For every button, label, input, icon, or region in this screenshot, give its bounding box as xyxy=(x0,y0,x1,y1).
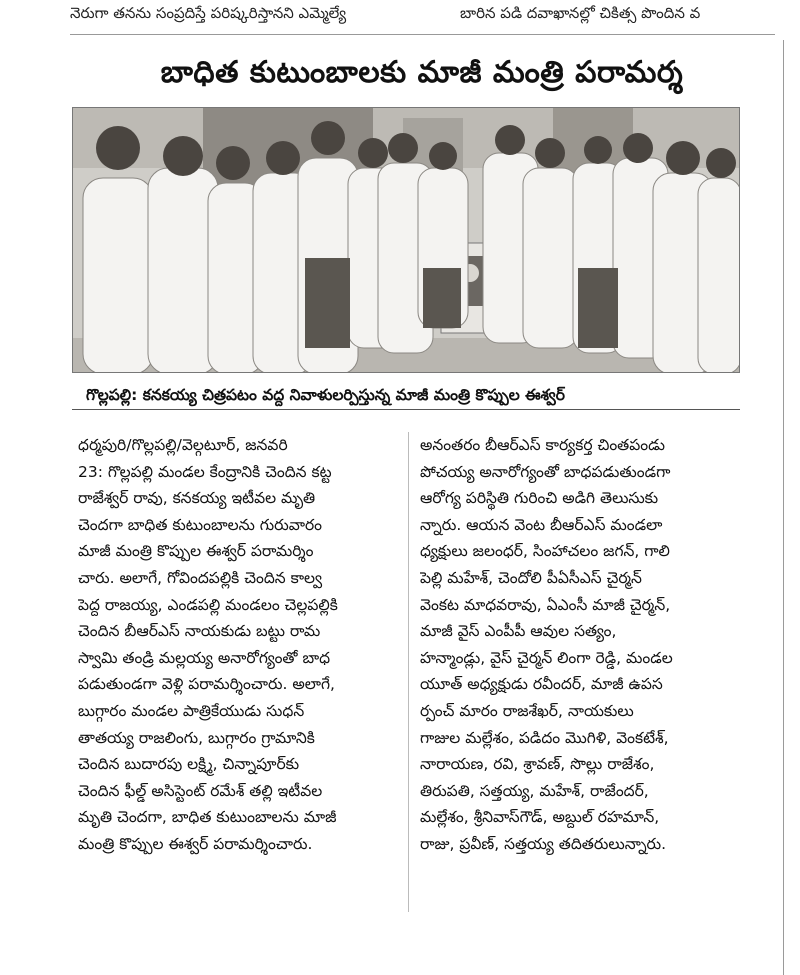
article-line: పెల్లి మహేశ్, చెందోలి పీఏసీఎస్ చైర్మన్ xyxy=(420,568,642,587)
headline: బాధిత కుటుంబాలకు మాజీ మంత్రి పరామర్శ xyxy=(160,55,684,90)
article-line: చారు. అలాగే, గోవిందపల్లికి చెందిన కాల్వ xyxy=(78,568,323,587)
article-column-1 xyxy=(78,432,408,858)
top-divider xyxy=(70,34,775,35)
article-line: మాజీ మంత్రి కొప్పుల ఈశ్వర్ పరామర్శిం xyxy=(78,542,314,561)
article-line: మృతి చెందగా, బాధిత కుటుంబాలను మాజీ xyxy=(78,808,337,827)
right-column-rule xyxy=(783,40,784,975)
article-line: ర్పంచ్ మారం రాజశేఖర్, నాయకులు xyxy=(420,701,634,720)
article-line: మాజీ వైస్ ఎంపీపీ ఆవుల సత్యం, xyxy=(420,622,617,641)
article-line: నారాయణ, రవి, శ్రావణ్, సొల్లు రాజేశం, xyxy=(420,755,655,774)
article-column-2 xyxy=(420,432,750,858)
article-line: బుగ్గారం మండల పాత్రికేయుడు సుధన్ xyxy=(78,701,305,720)
column-divider xyxy=(408,432,409,912)
article-line: పెద్ద రాజయ్య, ఎండపల్లి మండలం చెల్లపల్లికి xyxy=(78,595,338,614)
article-line: చెందగా బాధిత కుటుంబాలను గురువారం xyxy=(78,515,322,534)
article-line: 23: గొల్లపల్లి మండల కేంద్రానికి చెందిన కట్ట xyxy=(78,462,332,481)
news-photo xyxy=(72,107,740,373)
article-line: రాజేశ్వర్ రావు, కనకయ్య ఇటీవల మృతి xyxy=(78,489,316,508)
article-line: రాజు, ప్రవీణ్, సత్తయ్య తదితరులున్నారు. xyxy=(420,834,667,853)
article-line: హన్మాండ్లు, వైస్ చైర్మన్ లింగా రెడ్డి, మండల xyxy=(420,648,673,667)
article-line: యూత్ అధ్యక్షుడు రవీందర్, మాజీ ఉపస xyxy=(420,675,663,694)
article-line: చెందిన ఫీల్డ్ అసిస్టెంట్ రమేశ్ తల్లి ఇటీవల xyxy=(78,781,323,800)
article-line: తిరుపతి, సత్తయ్య, మహేశ్, రాజేందర్, xyxy=(420,781,649,800)
article-line: అనంతరం బీఆర్ఎస్ కార్యకర్త చింతపండు xyxy=(420,436,665,454)
group-photo-icon xyxy=(73,108,740,373)
article-line: చెందిన బీఆర్ఎస్ నాయకుడు బట్టు రామ xyxy=(78,622,321,641)
top-strip-right-text: బారిన పడి దవాఖానల్లో చికిత్స పొందిన వ xyxy=(460,4,701,22)
article-line: వెంకట మాధవరావు, ఏఎంసీ మాజీ చైర్మన్, xyxy=(420,595,671,614)
article-line: న్నారు. ఆయన వెంట బీఆర్ఎస్ మండలా xyxy=(420,515,663,534)
article-line: మంత్రి కొప్పుల ఈశ్వర్ పరామర్శించారు. xyxy=(78,834,313,853)
article-line: ఆరోగ్య పరిస్థితి గురించి అడిగి తెలుసుకు xyxy=(420,489,659,508)
article-line: పడుతుండగా వెళ్లి పరామర్శించారు. అలాగే, xyxy=(78,675,335,694)
article-line: చెందిన బుదారపు లక్ష్మి, చిన్నాపూర్‌కు xyxy=(78,755,300,774)
article-line: మల్లేశం, శ్రీనివాస్‌గౌడ్, అబ్దుల్ రహమాన్, xyxy=(420,808,660,827)
article-line: ధ్యక్షులు జలంధర్, సింహాచలం జగన్, గాలి xyxy=(420,542,670,561)
article-line: గాజుల మల్లేశం, పడిదం మొగిళి, వెంకటేశ్, xyxy=(420,728,669,747)
article-line: తాతయ్య రాజలింగు, బుగ్గారం గ్రామానికి xyxy=(78,728,315,747)
top-strip-left-text: నెరుగా తనను సంప్రదిస్తే పరిష్కరిస్తానని ఎమ్మెల్యే xyxy=(70,4,347,22)
photo-caption: గొల్లపల్లి: కనకయ్య చిత్రపటం వద్ద నివాళులర్పిస్తున్న మాజీ మంత్రి కొప్పుల ఈశ్వర్ xyxy=(72,380,740,410)
top-strip xyxy=(0,0,800,26)
article-line: స్వామి తండ్రి మల్లయ్య అనారోగ్యంతో బాధ xyxy=(78,648,331,667)
article-line: పోచయ్య అనారోగ్యంతో బాధపడుతుండగా xyxy=(420,462,671,481)
article-line: ధర్మపురి/గొల్లపల్లి/వెల్గటూర్, జనవరి xyxy=(78,436,288,454)
